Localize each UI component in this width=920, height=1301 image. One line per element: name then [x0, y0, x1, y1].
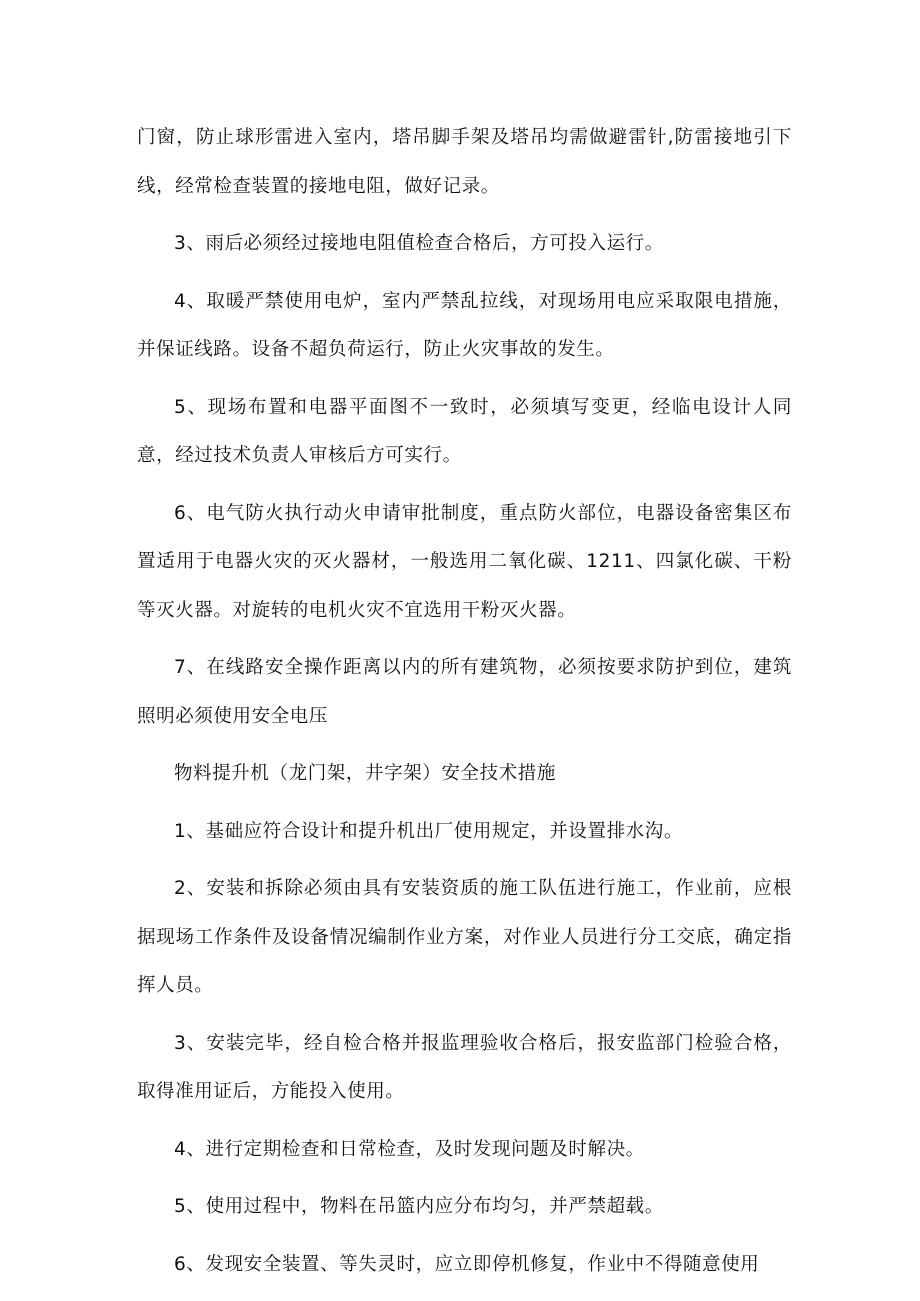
paragraph-item-6: 6、电气防火执行动火申请审批制度，重点防火部位，电器设备密集区布置适用于电器火灾的灭火器材，一般选用二氧化碳、1211、四氯化碳、干粉等灭火器。对旋转的电机火灾不宜选用干粉灭火器。	[137, 502, 792, 621]
paragraph-continuation: 门窗，防止球形雷进入室内，塔吊脚手架及塔吊均需做避雷针,防雷接地引下线，经常检查装置的接地电阻，做好记录。	[137, 127, 792, 197]
paragraph-item-6b: 6、发现安全装置、等失灵时，应立即停机修复，作业中不得随意使用	[174, 1253, 760, 1275]
paragraph-item-1: 1、基础应符合设计和提升机出厂使用规定，并设置排水沟。	[174, 820, 683, 842]
section-heading: 物料提升机（龙门架，井字架）安全技术措施	[174, 763, 557, 784]
paragraph-item-2: 2、安装和拆除必须由具有安装资质的施工队伍进行施工，作业前，应根据现场工作条件及设备情况编制作业方案，对作业人员进行分工交底，确定指挥人员。	[137, 878, 792, 996]
paragraph-item-5: 5、现场布置和电器平面图不一致时，必须填写变更，经临电设计人同意，经过技术负责人审核后方可实行。	[137, 396, 792, 466]
paragraph-item-4b: 4、进行定期检查和日常检查，及时发现问题及时解决。	[174, 1138, 645, 1160]
paragraph-item-3: 3、雨后必须经过接地电阻值检查合格后，方可投入运行。	[174, 233, 664, 254]
paragraph-item-7: 7、在线路安全操作距离以内的所有建筑物，必须按要求防护到位，建筑照明必须使用安全电压	[137, 657, 792, 727]
document-body	[137, 114, 792, 1298]
paragraph-item-4: 4、取暖严禁使用电炉，室内严禁乱拉线，对现场用电应采取限电措施，并保证线路。设备不超负荷运行，防止火灾事故的发生。	[137, 290, 792, 360]
paragraph-item-3b: 3、安装完毕，经自检合格并报监理验收合格后，报安监部门检验合格，取得准用证后，方能投入使用。	[137, 1032, 792, 1102]
paragraph-item-5b: 5、使用过程中，物料在吊篮内应分布均匀，并严禁超载。	[174, 1196, 664, 1217]
